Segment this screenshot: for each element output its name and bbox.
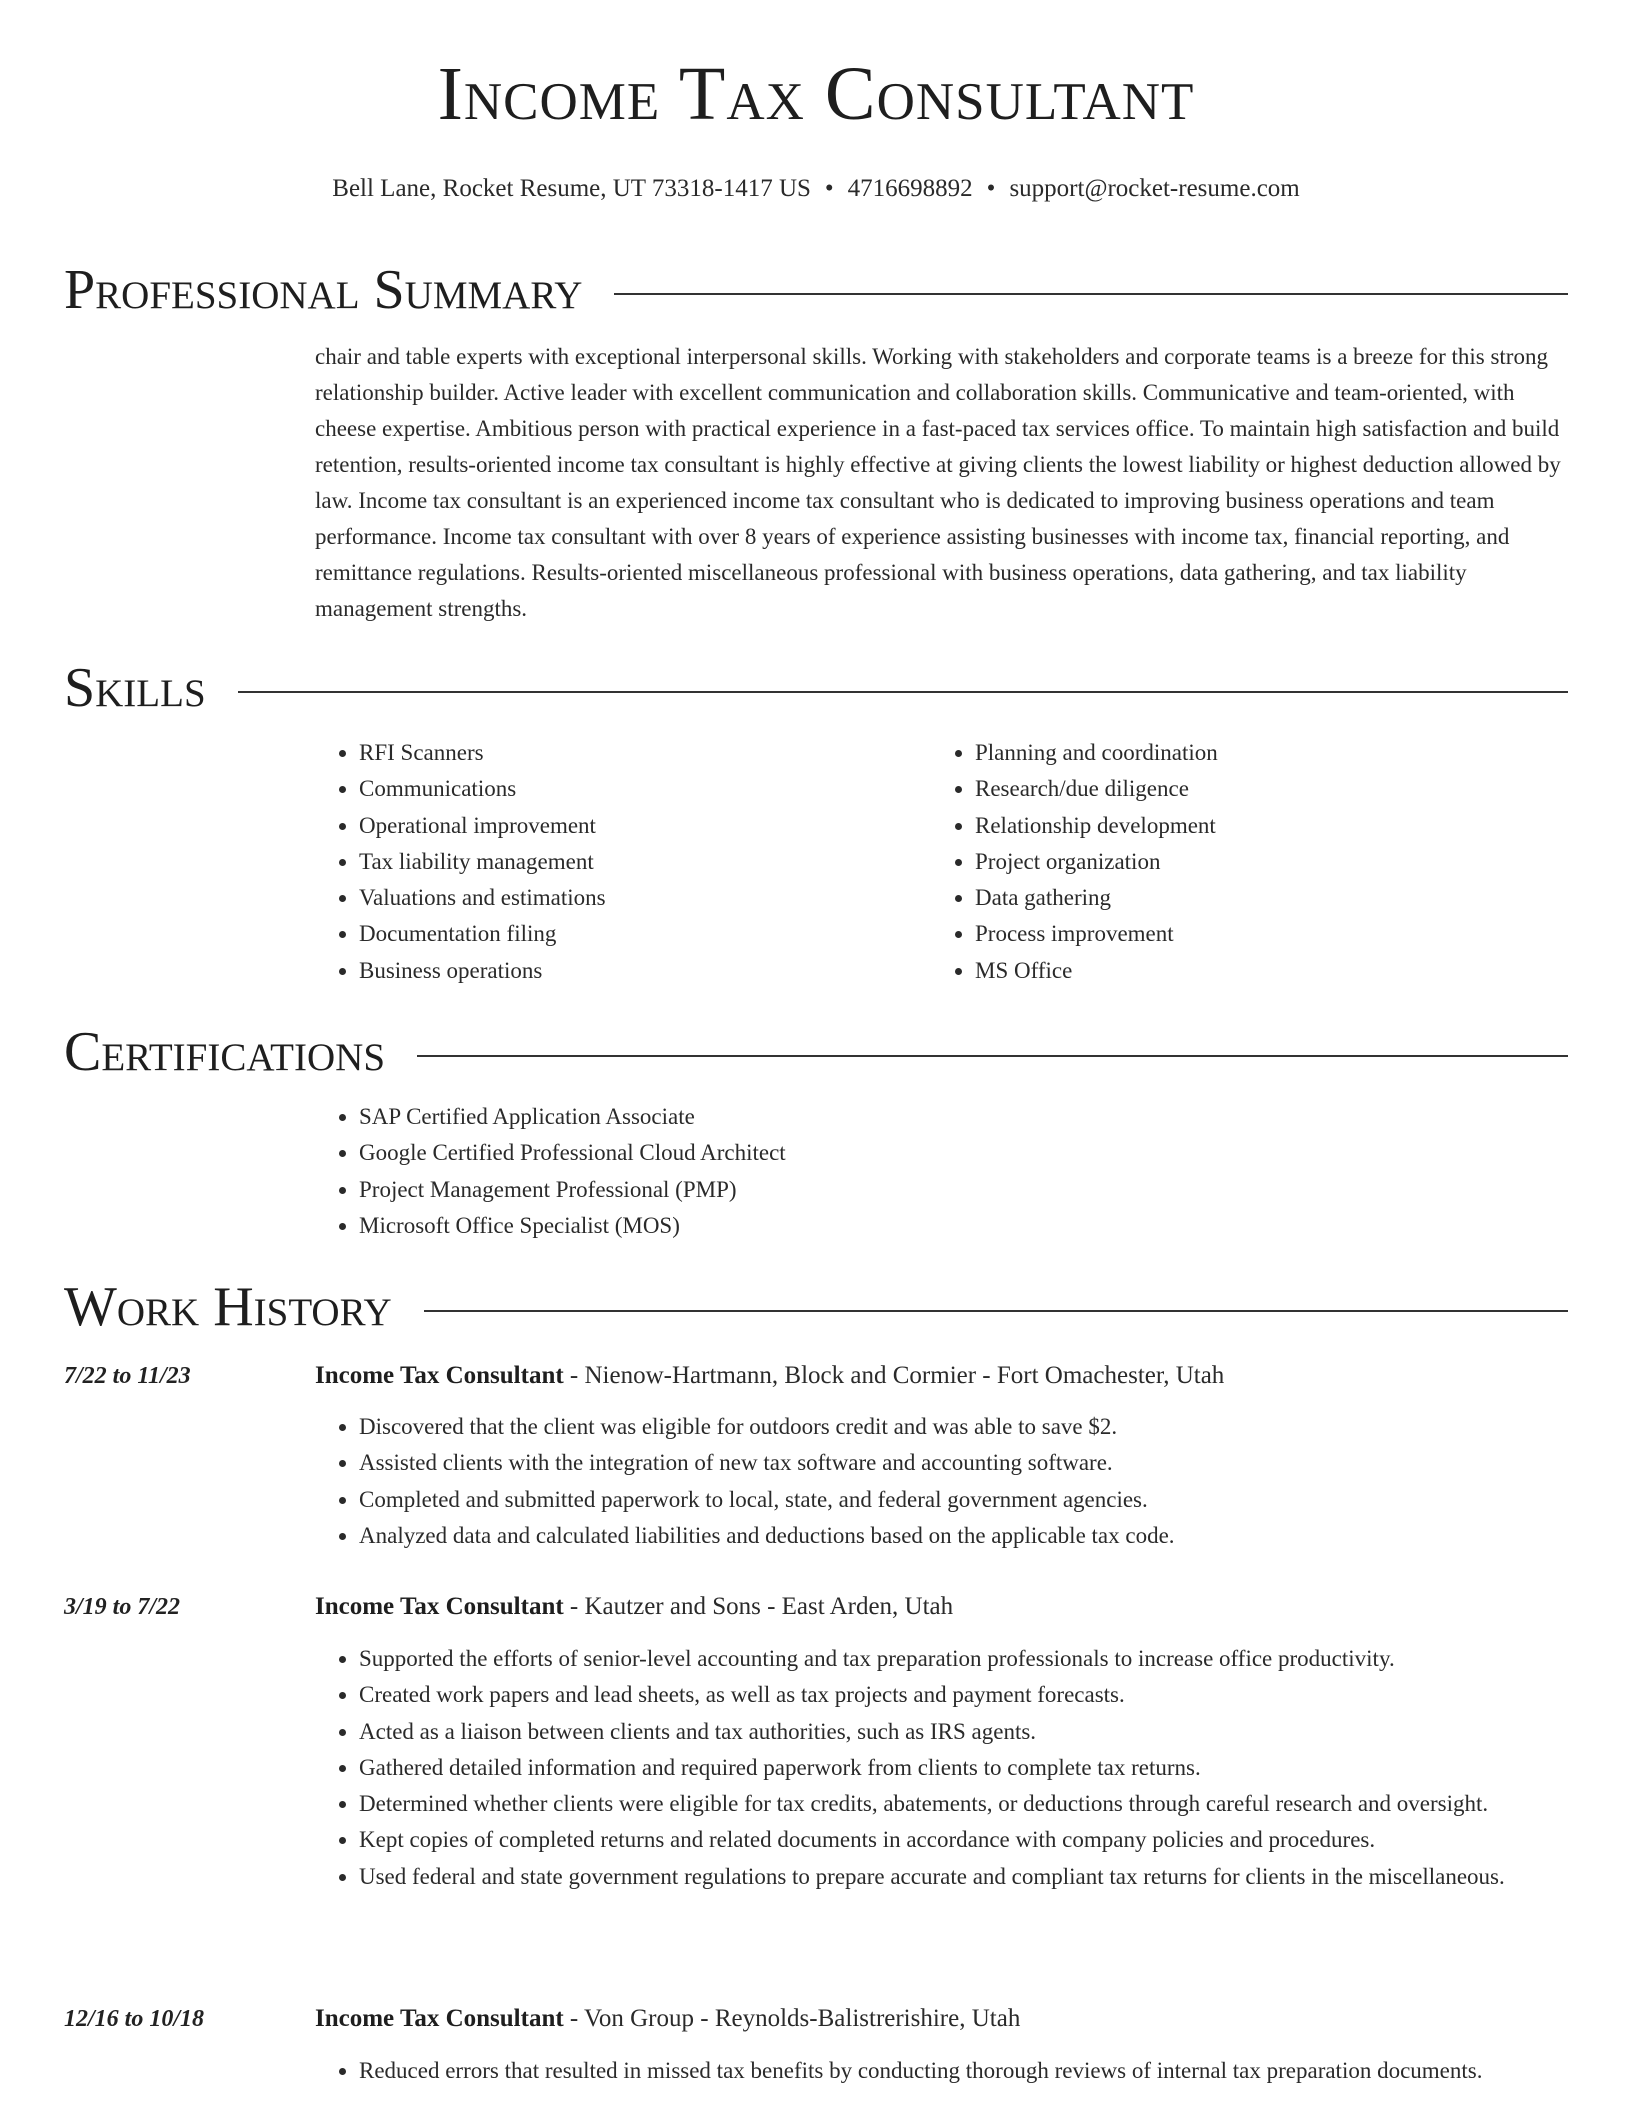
certification-item: • Microsoft Office Specialist (MOS) [359, 1208, 1515, 1244]
skill-item: • Planning and coordination [975, 735, 1531, 771]
job-title: Income Tax Consultant [315, 2005, 564, 2032]
contact-separator: • [986, 175, 996, 202]
job-responsibilities [315, 1641, 1568, 1895]
contact-address: Bell Lane, Rocket Resume, UT 73318-1417 US [332, 175, 811, 202]
certifications-block [315, 1099, 1515, 1244]
contact-line [0, 176, 1632, 201]
job-employer: - Kautzer and Sons - East Arden, Utah [563, 1593, 954, 1620]
job-heading [315, 1363, 1224, 1388]
contact-email: support@rocket-resume.com [1009, 175, 1300, 202]
job-bullet: • Supported the efforts of senior-level accounting and tax preparation professionals to increase office productivity. [359, 1641, 1568, 1677]
skill-item: • RFI Scanners [359, 735, 915, 771]
job-bullet-list [315, 1409, 1568, 1554]
job-title: Income Tax Consultant [315, 1593, 564, 1620]
job-dates: 3/19 to 7/22 [64, 1594, 181, 1620]
skill-item: • Business operations [359, 953, 915, 989]
section-divider [614, 293, 1568, 295]
job-heading [315, 2006, 1020, 2031]
skill-item: • Relationship development [975, 808, 1531, 844]
work-history-section-header [64, 1276, 1568, 1338]
job-bullet: • Reduced errors that resulted in missed tax benefits by conducting thorough reviews of internal tax preparation documents. [359, 2053, 1568, 2089]
summary-text: chair and table experts with exceptional interpersonal skills. Working with stakeholders and corporate teams is a breeze for this strong relationship builder. Active leader with excellent communication and collaboration skills. Communicative and team-oriented, with cheese expertise. Ambitious person with practical experience in a fast-paced tax services office. To maintain high satisfaction and build retention, results-oriented income tax consultant is highly effective at giving clients the lowest liability or highest deduction allowed by law. Income tax consultant is an experienced income tax consultant who is dedicated to improving business operations and team performance. Income tax consultant with over 8 years of experience assisting businesses with income tax, financial reporting, and remittance regulations. Results-oriented miscellaneous professional with business operations, data gathering, and tax liability management strengths. [315, 344, 1561, 621]
job-responsibilities [315, 2053, 1568, 2089]
skills-column-left [315, 735, 915, 989]
skill-item: • Tax liability management [359, 844, 915, 880]
skill-item: • Communications [359, 771, 915, 807]
contact-separator: • [824, 175, 834, 202]
skill-item: • MS Office [975, 953, 1531, 989]
job-bullet-list [315, 1641, 1568, 1895]
job-bullet: • Created work papers and lead sheets, as well as tax projects and payment forecasts. [359, 1677, 1568, 1713]
skills-column-right [931, 735, 1531, 989]
job-dates: 12/16 to 10/18 [64, 2006, 205, 2032]
job-bullet: • Determined whether clients were eligible for tax credits, abatements, or deductions through careful research and oversight. [359, 1786, 1568, 1822]
skills-list [931, 735, 1531, 989]
job-bullet: • Gathered detailed information and required paperwork from clients to complete tax returns. [359, 1750, 1568, 1786]
skill-item: • Operational improvement [359, 808, 915, 844]
section-divider [238, 691, 1568, 693]
skill-item: • Valuations and estimations [359, 880, 915, 916]
job-dates: 7/22 to 11/23 [64, 1363, 191, 1389]
job-bullet: • Used federal and state government regulations to prepare accurate and compliant tax returns for clients in the miscellaneous. [359, 1859, 1568, 1895]
certifications-list [315, 1099, 1515, 1244]
skill-item: • Documentation filing [359, 916, 915, 952]
job-title: Income Tax Consultant [315, 1362, 564, 1389]
skill-item: • Process improvement [975, 916, 1531, 952]
job-bullet: • Kept copies of completed returns and related documents in accordance with company policies and procedures. [359, 1822, 1568, 1858]
skills-section-header [64, 657, 1568, 719]
contact-phone: 4716698892 [847, 175, 973, 202]
job-bullet: • Acted as a liaison between clients and tax authorities, such as IRS agents. [359, 1714, 1568, 1750]
section-divider [424, 1310, 1568, 1312]
job-bullet: • Discovered that the client was eligible for outdoors credit and was able to save $2. [359, 1409, 1568, 1445]
certification-item: • Project Management Professional (PMP) [359, 1172, 1515, 1208]
job-bullet-list [315, 2053, 1568, 2089]
section-divider [417, 1055, 1568, 1057]
job-heading [315, 1594, 953, 1619]
job-responsibilities [315, 1409, 1568, 1554]
skill-item: • Project organization [975, 844, 1531, 880]
job-bullet: • Analyzed data and calculated liabilities and deductions based on the applicable tax code. [359, 1518, 1568, 1554]
section-title: Skills [64, 657, 206, 719]
certifications-section-header [64, 1021, 1568, 1083]
job-bullet: • Assisted clients with the integration of new tax software and accounting software. [359, 1445, 1568, 1481]
summary-section-header [64, 259, 1568, 321]
skill-item: • Research/due diligence [975, 771, 1531, 807]
section-title: Work History [64, 1276, 392, 1338]
skill-item: • Data gathering [975, 880, 1531, 916]
job-employer: - Nienow-Hartmann, Block and Cormier - Fort Omachester, Utah [563, 1362, 1225, 1389]
candidate-name: Income Tax Consultant [437, 52, 1195, 136]
section-title: Certifications [64, 1021, 386, 1083]
certification-item: • Google Certified Professional Cloud Architect [359, 1135, 1515, 1171]
section-title: Professional Summary [64, 259, 583, 321]
skills-list [315, 735, 915, 989]
job-bullet: • Completed and submitted paperwork to local, state, and federal government agencies. [359, 1482, 1568, 1518]
certification-item: • SAP Certified Application Associate [359, 1099, 1515, 1135]
job-employer: - Von Group - Reynolds-Balistrerishire, Utah [563, 2005, 1021, 2032]
